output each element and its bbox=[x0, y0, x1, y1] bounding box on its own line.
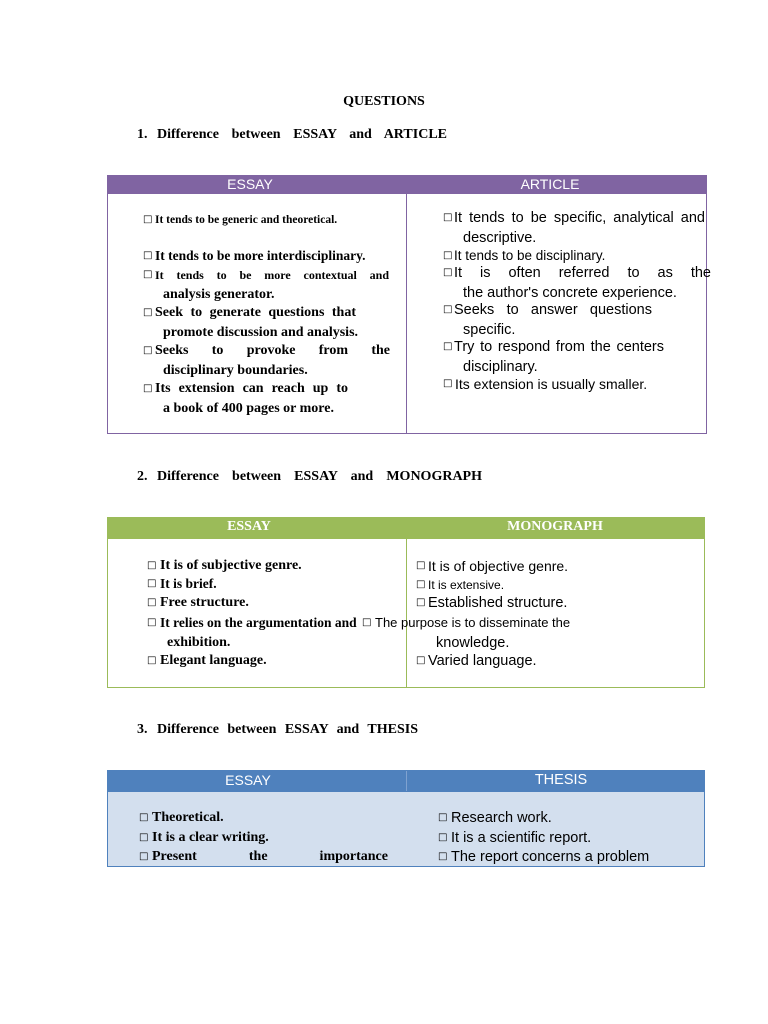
bullet-icon: □ bbox=[143, 383, 153, 394]
list-item-line: Varied language. bbox=[428, 653, 537, 669]
bullet-icon: □ bbox=[147, 560, 157, 571]
bullet-icon: □ bbox=[139, 851, 149, 862]
list-item-line: Established structure. bbox=[428, 595, 568, 611]
list-item-line: Its extension can reach up to bbox=[155, 381, 348, 396]
bullet-icon: □ bbox=[147, 617, 157, 628]
section-heading: Difference between ESSAY and MONOGRAPH bbox=[157, 469, 482, 484]
list-item-line: Free structure. bbox=[160, 595, 249, 610]
column-header-essay: ESSAY bbox=[225, 772, 271, 788]
list-item-line: It is of subjective genre. bbox=[160, 558, 302, 573]
bullet-icon: □ bbox=[443, 378, 453, 389]
bullet-icon: □ bbox=[416, 597, 426, 608]
section-heading: Difference between ESSAY and ARTICLE bbox=[157, 127, 447, 142]
bullet-icon: □ bbox=[443, 341, 453, 352]
section-number: 3. bbox=[137, 722, 148, 737]
column-header-essay: ESSAY bbox=[227, 176, 273, 192]
section-number: 1. bbox=[137, 127, 148, 142]
list-item-line: analysis generator. bbox=[163, 287, 275, 302]
column-header-thesis: THESIS bbox=[534, 772, 588, 788]
list-item-line: It tends to be disciplinary. bbox=[454, 248, 606, 263]
list-item-line: descriptive. bbox=[463, 230, 537, 246]
bullet-icon: □ bbox=[438, 812, 448, 823]
bullet-icon: □ bbox=[443, 212, 453, 223]
list-item-line: disciplinary boundaries. bbox=[163, 363, 308, 378]
bullet-icon: □ bbox=[147, 655, 157, 666]
bullet-icon: □ bbox=[443, 267, 453, 278]
list-item-line: exhibition. bbox=[167, 635, 231, 650]
bullet-icon: □ bbox=[147, 578, 157, 589]
list-item-line: knowledge. bbox=[436, 635, 510, 651]
bullet-icon: □ bbox=[443, 250, 453, 261]
list-item-line: It is of objective genre. bbox=[428, 558, 569, 574]
column-divider bbox=[406, 538, 407, 688]
list-item-line: Seek to generate questions that bbox=[155, 305, 356, 320]
list-item-line: a book of 400 pages or more. bbox=[163, 401, 334, 416]
bullet-icon: □ bbox=[362, 617, 372, 628]
bullet-icon: □ bbox=[143, 214, 153, 225]
list-item-line: specific. bbox=[463, 322, 516, 338]
list-item-line: It is a clear writing. bbox=[152, 830, 269, 845]
list-item-line: It relies on the argumentation and bbox=[160, 615, 357, 630]
list-item-line: Elegant language. bbox=[160, 653, 267, 668]
bullet-icon: □ bbox=[139, 812, 149, 823]
page-title: QUESTIONS bbox=[343, 94, 425, 109]
list-item-line: It is extensive. bbox=[428, 578, 505, 592]
section-heading: Difference between ESSAY and THESIS bbox=[157, 722, 418, 737]
bullet-icon: □ bbox=[143, 307, 153, 318]
list-item-line: The purpose is to disseminate the bbox=[375, 615, 571, 630]
bullet-icon: □ bbox=[143, 345, 153, 356]
list-item-line: the author's concrete experience. bbox=[463, 285, 677, 301]
list-item-line: It is brief. bbox=[160, 576, 217, 591]
column-header-essay: ESSAY bbox=[227, 519, 271, 534]
section-number: 2. bbox=[137, 469, 148, 484]
bullet-icon: □ bbox=[147, 597, 157, 608]
bullet-icon: □ bbox=[143, 269, 153, 280]
bullet-icon: □ bbox=[139, 832, 149, 843]
list-item-line: Seeks to provoke from the bbox=[155, 343, 390, 358]
list-item-line: The report concerns a problem bbox=[451, 849, 650, 865]
column-divider bbox=[406, 193, 407, 434]
bullet-icon: □ bbox=[416, 579, 426, 590]
list-item-line: Its extension is usually smaller. bbox=[455, 376, 648, 392]
list-item-line: It is often referred to as the bbox=[454, 265, 711, 281]
bullet-icon: □ bbox=[443, 304, 453, 315]
bullet-icon: □ bbox=[416, 655, 426, 666]
bullet-icon: □ bbox=[143, 250, 153, 261]
column-divider bbox=[406, 771, 407, 791]
bullet-icon: □ bbox=[438, 851, 448, 862]
list-item-line: It tends to be more contextual and bbox=[155, 268, 389, 282]
list-item-line: Research work. bbox=[451, 810, 552, 826]
list-item-line: Theoretical. bbox=[152, 810, 224, 825]
bullet-icon: □ bbox=[416, 560, 426, 571]
list-item-line: It tends to be generic and theoretical. bbox=[155, 214, 338, 226]
list-item-line: Seeks to answer questions bbox=[454, 302, 652, 318]
list-item-line: It tends to be more interdisciplinary. bbox=[155, 248, 366, 263]
list-item-line: It tends to be specific, analytical and bbox=[454, 210, 705, 226]
list-item-line: Present the importance bbox=[152, 849, 388, 864]
column-header-monograph: MONOGRAPH bbox=[507, 519, 603, 534]
list-item-line: Try to respond from the centers bbox=[454, 339, 664, 355]
column-header-article: ARTICLE bbox=[520, 176, 580, 192]
list-item-line: disciplinary. bbox=[463, 359, 538, 375]
bullet-icon: □ bbox=[438, 832, 448, 843]
list-item-line: promote discussion and analysis. bbox=[163, 325, 359, 340]
list-item-line: It is a scientific report. bbox=[451, 830, 592, 846]
